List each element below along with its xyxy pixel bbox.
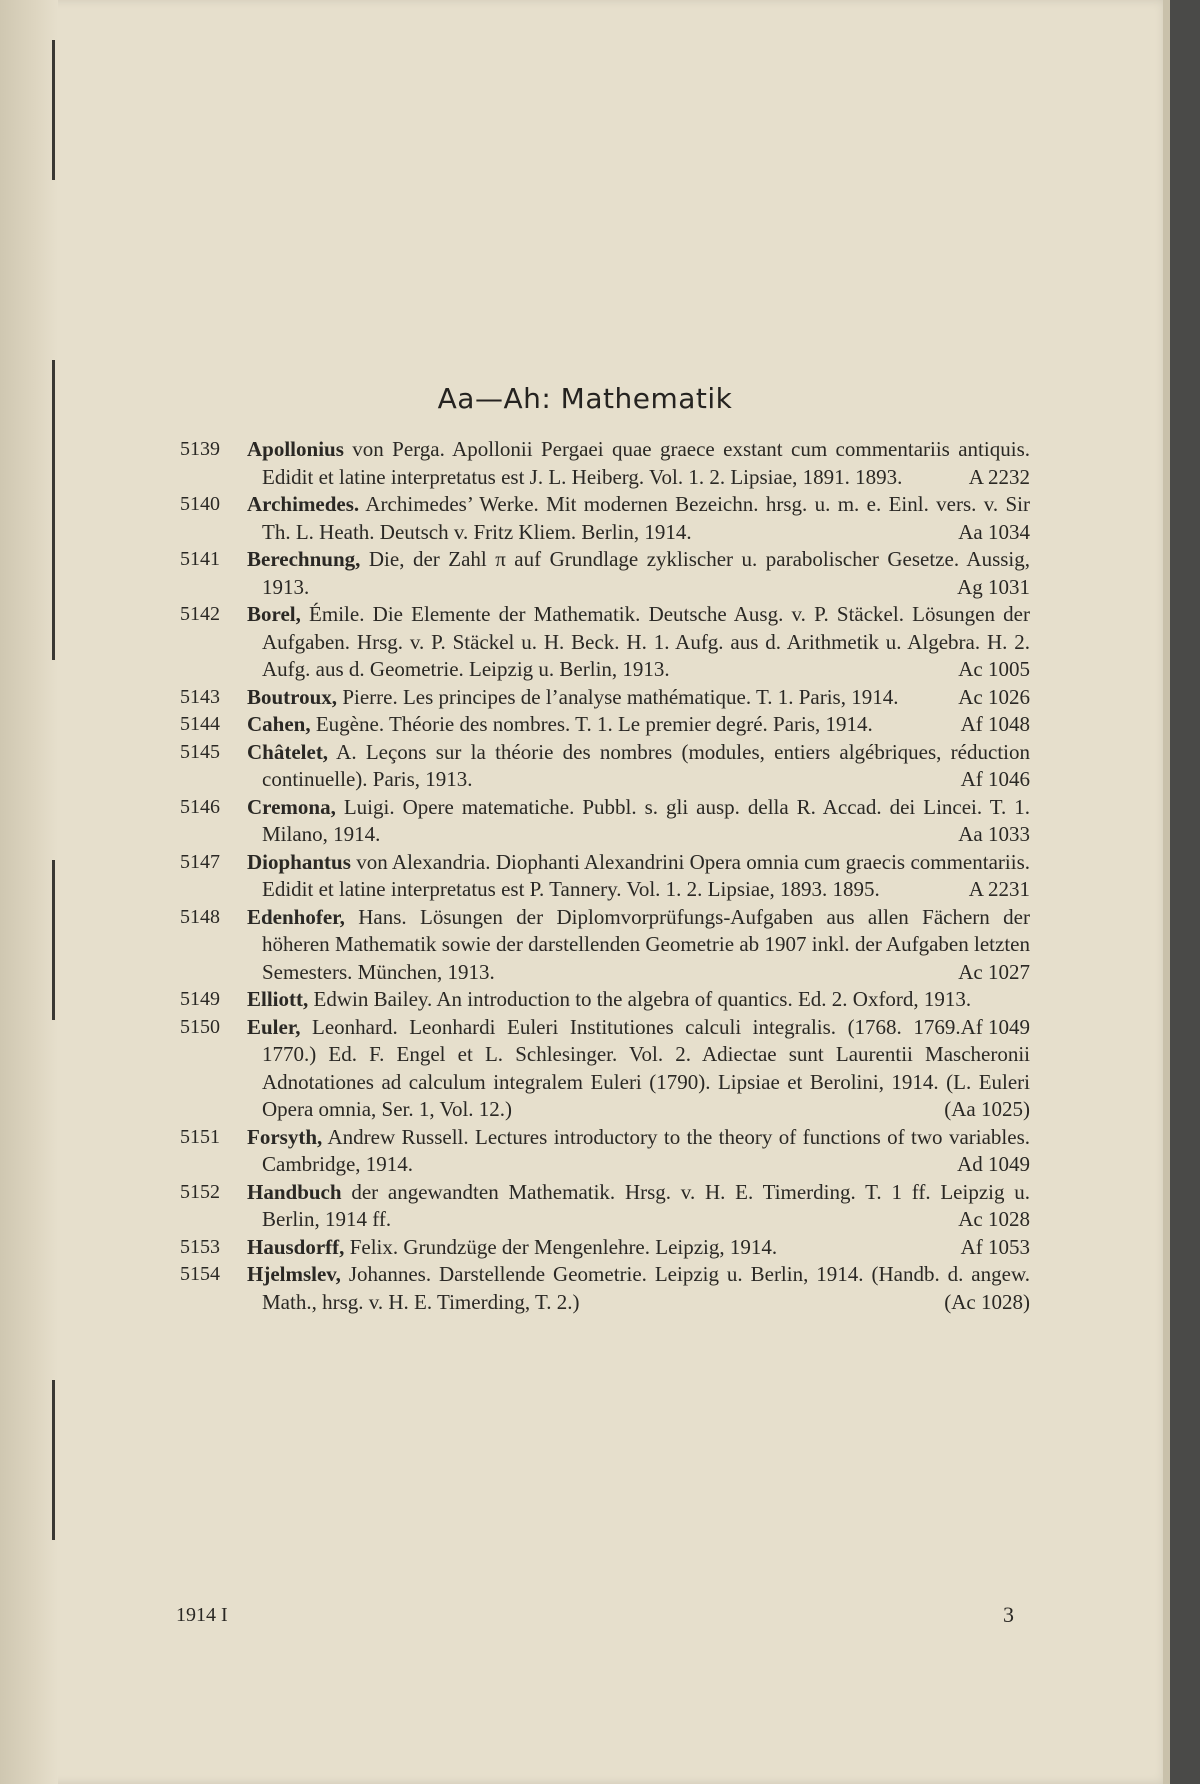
entry-number: 5139 [180,438,220,460]
entry-text: Die, der Zahl π auf Grundlage zyklischer u. parabolischer Gesetze. Aussig, 1913. [262,547,1030,599]
entry-author: Diophantus [247,849,351,874]
entry-shelfmark: Af 1053 [960,1234,1030,1259]
catalog-entry [0,436,1170,491]
entry-number: 5145 [180,740,220,763]
catalog-entry [0,739,1170,794]
entry-shelfmark: (Aa 1025) [944,1097,1030,1121]
catalog-entry [0,1179,1170,1234]
entry-shelfmark: A 2231 [968,877,1030,901]
catalog-entry [0,849,1170,904]
catalog-entry [0,904,1170,987]
entry-author: Borel, [247,602,301,626]
entry-text: von Perga. Apollonii Pergaei quae graece exstant cum commentariis antiquis. Edidit et latine interpretatus est J. L. Heiberg. Vol. 1. 2. Lipsiae, 1891. 1893. [262,437,1030,489]
entry-number: 5153 [180,1235,220,1258]
entry-author: Archimedes. [247,492,360,516]
entry-author: Hausdorff, [247,1234,345,1259]
entry-number: 5142 [180,603,220,625]
entry-number: 5149 [180,988,220,1010]
entry-shelfmark: Aa 1034 [958,519,1030,544]
entry-text: von Alexandria. Diophanti Alexandrini Opera omnia cum graecis commentariis. Edidit et latine interpretatus est P. Tannery. Vol. 1. 2. Lipsiae, 1893. 1895. [262,849,1030,901]
catalog-entry [0,1234,1170,1262]
entry-shelfmark: (Ac 1028) [944,1289,1030,1314]
entry-number: 5144 [180,713,220,735]
entry-number: 5143 [180,685,220,708]
entry-text: Pierre. Les principes de l’analyse mathématique. T. 1. Paris, 1914. [337,684,899,709]
catalog-entry [0,684,1170,712]
entry-author: Berechnung, [247,547,361,571]
catalog-entry [0,794,1170,849]
entry-number: 5147 [180,850,220,873]
entry-number: 5148 [180,905,220,928]
entry-author: Cahen, [247,712,311,736]
entry-number: 5140 [180,493,220,515]
spine-line [52,1380,55,1540]
catalog-entry [0,546,1170,601]
entry-text: Hans. Lösungen der Diplomvorprüfungs-Aufgaben aus allen Fächern der höheren Mathematik sowie der darstellenden Geometrie ab 1907 inkl. der Aufgaben letzten Semesters. München, 1913. [262,904,1030,984]
entry-shelfmark: Ad 1049 [957,1152,1030,1176]
catalog-entry [0,1124,1170,1179]
entry-author: Euler, [247,1014,301,1039]
entry-author: Apollonius [247,437,344,461]
catalog-entry [0,491,1170,546]
entry-author: Edenhofer, [247,904,345,929]
entry-text: Archimedes’ Werke. Mit modernen Bezeichn. hrsg. u. m. e. Einl. vers. v. Sir Th. L. Heath. Deutsch v. Fritz Kliem. Berlin, 1914. [262,492,1030,544]
entry-text: Leonhard. Leonhardi Euleri Institutiones calculi integralis. (1768. 1769. 1770.) Ed. F. Engel et L. Schlesinger. Vol. 2. Adiectae sunt Laurentii Mascheronii Adnotationes ad calculum integralem Euleri (1790). Lipsiae et Berolini, 1914. (L. Euleri Opera omnia, Ser. 1, Vol. 12.) [262,1014,1030,1121]
entry-text: Johannes. Darstellende Geometrie. Leipzig u. Berlin, 1914. (Handb. d. angew. Math., hrsg. v. H. E. Timerding, T. 2.) [262,1262,1030,1314]
entry-shelfmark: Ag 1031 [957,574,1030,599]
entry-shelfmark: A 2232 [968,464,1030,489]
entry-author: Boutroux, [247,684,338,709]
entry-shelfmark: Ac 1027 [958,959,1030,984]
entry-number: 5141 [180,548,220,570]
entry-number: 5150 [180,1015,220,1038]
catalog-entry [0,1014,1170,1124]
entry-number: 5151 [180,1125,220,1148]
entry-shelfmark: Ac 1005 [958,657,1030,681]
entry-text: Eugène. Théorie des nombres. T. 1. Le premier degré. Paris, 1914. [310,712,873,736]
entry-author: Hjelmslev, [247,1262,341,1286]
entry-list [0,436,1170,1316]
entry-number: 5146 [180,795,220,818]
entry-author: Châtelet, [247,739,329,764]
catalog-entry [0,711,1170,739]
entry-shelfmark: Af 1048 [960,712,1030,736]
entry-number: 5154 [180,1263,220,1285]
entry-number: 5152 [180,1180,220,1203]
page-title: Aa—Ah: Mathematik [437,382,733,415]
footer-signature-mark: 1914 I [176,1604,228,1626]
entry-shelfmark: Af 1046 [960,767,1030,791]
entry-text: Felix. Grundzüge der Mengenlehre. Leipzig, 1914. [344,1234,778,1259]
entry-author: Handbuch [247,1179,342,1204]
entry-shelfmark: Aa 1033 [958,822,1030,846]
catalog-entry [0,1261,1170,1316]
entry-text: Luigi. Opere matematiche. Pubbl. s. gli ausp. della R. Accad. dei Lincei. T. 1. Milano, 1914. [262,794,1030,846]
entry-text: Andrew Russell. Lectures introductory to the theory of functions of two variables. Cambridge, 1914. [262,1124,1030,1176]
entry-text: Émile. Die Elemente der Mathematik. Deutsche Ausg. v. P. Stäckel. Lösungen der Aufgaben. Hrsg. v. P. Stäckel u. H. Beck. H. 1. Aufg. aus d. Arithmetik u. Algebra. H. 2. Aufg. aus d. Geometrie. Leipzig u. Berlin, 1913. [262,602,1030,681]
entry-author: Forsyth, [247,1124,323,1149]
entry-shelfmark: Af 1049 [960,1014,1030,1039]
page-number: 3 [1003,1602,1014,1627]
catalog-entry [0,601,1170,684]
entry-shelfmark: Ac 1028 [958,1207,1030,1231]
spine-line [52,40,55,180]
entry-author: Cremona, [247,794,336,819]
entry-author: Elliott, [247,987,309,1011]
entry-text: der angewandten Mathematik. Hrsg. v. H. E. Timerding. T. 1 ff. Leipzig u. Berlin, 1914 ff. [262,1179,1030,1231]
entry-text: Edwin Bailey. An introduction to the algebra of quantics. Ed. 2. Oxford, 1913. [308,987,972,1011]
entry-shelfmark: Ac 1026 [958,684,1030,709]
entry-text: A. Leçons sur la théorie des nombres (modules, entiers algébriques, réduction continuelle). Paris, 1913. [262,739,1030,791]
